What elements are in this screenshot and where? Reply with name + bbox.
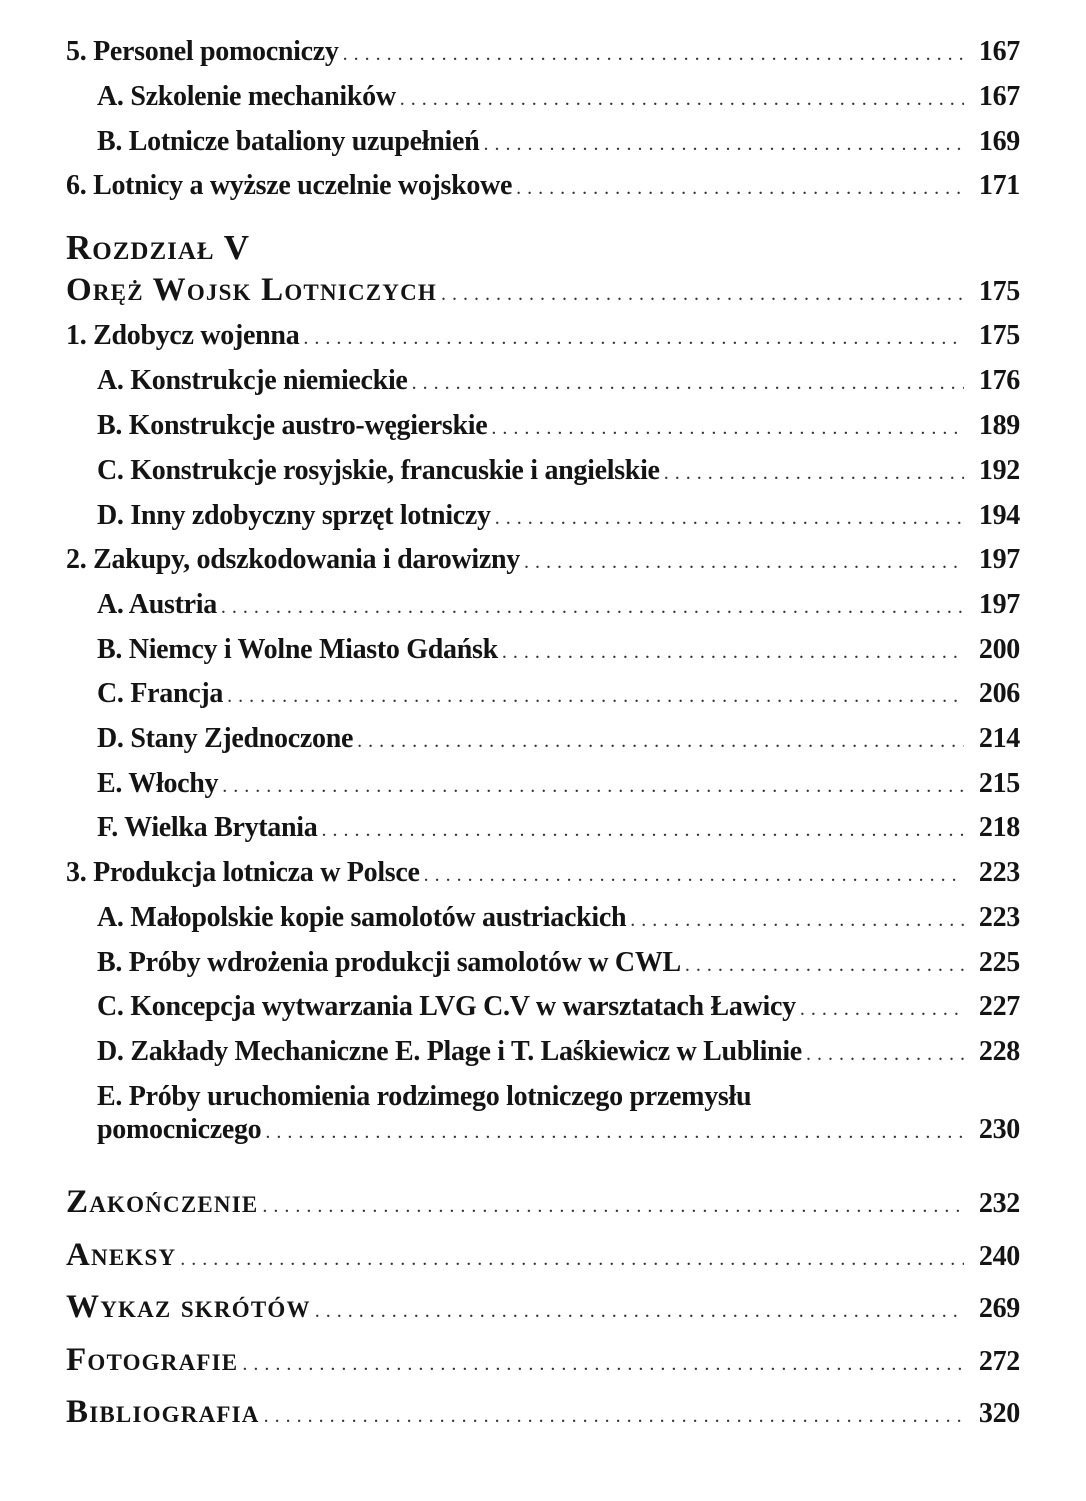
toc-entry-page: 197 <box>978 544 1020 575</box>
toc-entry <box>97 364 1020 400</box>
toc-entry-title: D. Inny zdobyczny sprzęt lotniczy <box>97 500 491 531</box>
dot-leader <box>265 1115 964 1149</box>
toc-entry-page: 230 <box>978 1114 1020 1145</box>
toc-entry-title: D. Zakłady Mechaniczne E. Plage i T. Laśkiewicz w Lublinie <box>97 1036 802 1067</box>
toc-entry <box>97 409 1020 445</box>
section-page: 240 <box>978 1241 1020 1272</box>
toc-entry-page: 228 <box>978 1036 1020 1067</box>
toc-entry-title: 6. Lotnicy a wyższe uczelnie wojskowe <box>66 170 513 201</box>
section-title: Bibliografia <box>66 1394 260 1430</box>
toc-entry <box>66 543 1020 579</box>
toc-entry-page: 214 <box>978 723 1020 754</box>
section-title: Aneksy <box>66 1237 177 1273</box>
toc-entry <box>97 990 1020 1026</box>
dot-leader <box>495 501 964 535</box>
dot-leader <box>221 590 964 624</box>
dot-leader <box>222 769 964 803</box>
dot-leader <box>303 321 964 355</box>
toc-entry-title-line2: pomocniczego <box>97 1114 262 1145</box>
dot-leader <box>664 456 964 490</box>
dot-leader <box>180 1242 964 1276</box>
toc-entry-title: C. Francja <box>97 678 224 709</box>
toc-entry-title: C. Koncepcja wytwarzania LVG C.V w warsztatach Ławicy <box>97 991 796 1022</box>
toc-entry-title: F. Wielka Brytania <box>97 812 318 843</box>
toc-entry-title-line1: E. Próby uruchomienia rodzimego lotniczego przemysłu <box>97 1081 752 1112</box>
dot-leader <box>412 366 964 400</box>
toc-entry-title: A. Austria <box>97 589 217 620</box>
dot-leader <box>524 545 964 579</box>
section-page: 269 <box>978 1293 1020 1324</box>
toc-entry-title: 1. Zdobycz wojenna <box>66 320 300 351</box>
toc-entry <box>97 633 1020 669</box>
section-title: Zakończenie <box>66 1184 259 1220</box>
toc-entry <box>97 588 1020 624</box>
toc-entry-title: 3. Produkcja lotnicza w Polsce <box>66 857 420 888</box>
dot-leader <box>516 171 964 205</box>
section-page: 272 <box>978 1346 1020 1377</box>
toc-entry-page: 218 <box>978 812 1020 843</box>
dot-leader <box>264 1399 964 1433</box>
toc-entry <box>97 722 1020 758</box>
toc-entry <box>97 454 1020 490</box>
dot-leader <box>242 1347 964 1381</box>
dot-leader <box>483 127 964 161</box>
section-title: Fotografie <box>66 1342 239 1378</box>
chapter-title-entry <box>66 273 1020 311</box>
toc-entry <box>66 169 1020 205</box>
toc-entry <box>97 767 1020 803</box>
toc-entry-page: 225 <box>978 947 1020 978</box>
toc-entry-page: 169 <box>978 126 1020 157</box>
dot-leader <box>343 37 964 71</box>
toc-entry-page: 192 <box>978 455 1020 486</box>
dot-leader <box>806 1037 964 1071</box>
toc-entry <box>66 856 1020 892</box>
toc-entry <box>66 35 1020 71</box>
toc-entry <box>97 125 1020 161</box>
toc-entry-title: 5. Personel pomocniczy <box>66 36 339 67</box>
section-page: 320 <box>978 1398 1020 1429</box>
section-entry <box>66 1185 1020 1223</box>
toc-entry-page: 175 <box>978 320 1020 351</box>
chapter-title: Oręż Wojsk Lotniczych <box>66 272 437 308</box>
toc-entry <box>97 499 1020 535</box>
toc-entry-title: B. Próby wdrożenia produkcji samolotów w CWL <box>97 947 681 978</box>
toc-entry-title: D. Stany Zjednoczone <box>97 723 354 754</box>
dot-leader <box>227 679 964 713</box>
toc-entry <box>97 1035 1020 1071</box>
toc-entry <box>97 80 1020 116</box>
toc-entry-title: B. Niemcy i Wolne Miasto Gdańsk <box>97 634 498 665</box>
section-entry <box>66 1395 1020 1433</box>
toc-entry-title: E. Włochy <box>97 768 219 799</box>
dot-leader <box>321 813 964 847</box>
toc-entry-page: 171 <box>978 170 1020 201</box>
toc-entry-page: 197 <box>978 589 1020 620</box>
toc-entry-page: 175 <box>978 276 1020 307</box>
toc-entry-title: C. Konstrukcje rosyjskie, francuskie i angielskie <box>97 455 660 486</box>
toc-entry-page: 167 <box>978 81 1020 112</box>
toc-entry <box>97 1113 1020 1149</box>
toc-entry-title: A. Małopolskie kopie samolotów austriackich <box>97 902 627 933</box>
toc-entry <box>97 946 1020 982</box>
toc-entry-page: 223 <box>978 857 1020 888</box>
toc-entry <box>97 677 1020 713</box>
dot-leader <box>502 635 964 669</box>
chapter-label: Rozdział V <box>66 228 250 267</box>
dot-leader <box>491 411 964 445</box>
toc-entry <box>97 811 1020 847</box>
toc-entry-page: 200 <box>978 634 1020 665</box>
dot-leader <box>685 948 964 982</box>
toc-entry-page: 227 <box>978 991 1020 1022</box>
toc-entry-page: 189 <box>978 410 1020 441</box>
dot-leader <box>424 858 964 892</box>
dot-leader <box>400 82 964 116</box>
toc-entry-title: A. Szkolenie mechaników <box>97 81 396 112</box>
toc-entry-title: B. Konstrukcje austro-węgierskie <box>97 410 488 441</box>
section-title: Wykaz skrótów <box>66 1289 311 1325</box>
section-entry <box>66 1343 1020 1381</box>
toc-entry-title: 2. Zakupy, odszkodowania i darowizny <box>66 544 520 575</box>
toc-entry-title: A. Konstrukcje niemieckie <box>97 365 408 396</box>
section-entry <box>66 1290 1020 1328</box>
section-page: 232 <box>978 1188 1020 1219</box>
dot-leader <box>357 724 964 758</box>
section-entry <box>66 1238 1020 1276</box>
dot-leader <box>441 277 964 311</box>
toc-entry-page: 194 <box>978 500 1020 531</box>
dot-leader <box>262 1189 964 1223</box>
toc-entry <box>97 901 1020 937</box>
dot-leader <box>630 903 964 937</box>
toc-entry-title: B. Lotnicze bataliony uzupełnień <box>97 126 480 157</box>
toc-entry-page: 223 <box>978 902 1020 933</box>
toc-entry-page: 206 <box>978 678 1020 709</box>
toc-entry-page: 176 <box>978 365 1020 396</box>
dot-leader <box>315 1294 964 1328</box>
toc-entry-page: 167 <box>978 36 1020 67</box>
dot-leader <box>800 992 964 1026</box>
toc-entry-page: 215 <box>978 768 1020 799</box>
toc-entry <box>66 319 1020 355</box>
